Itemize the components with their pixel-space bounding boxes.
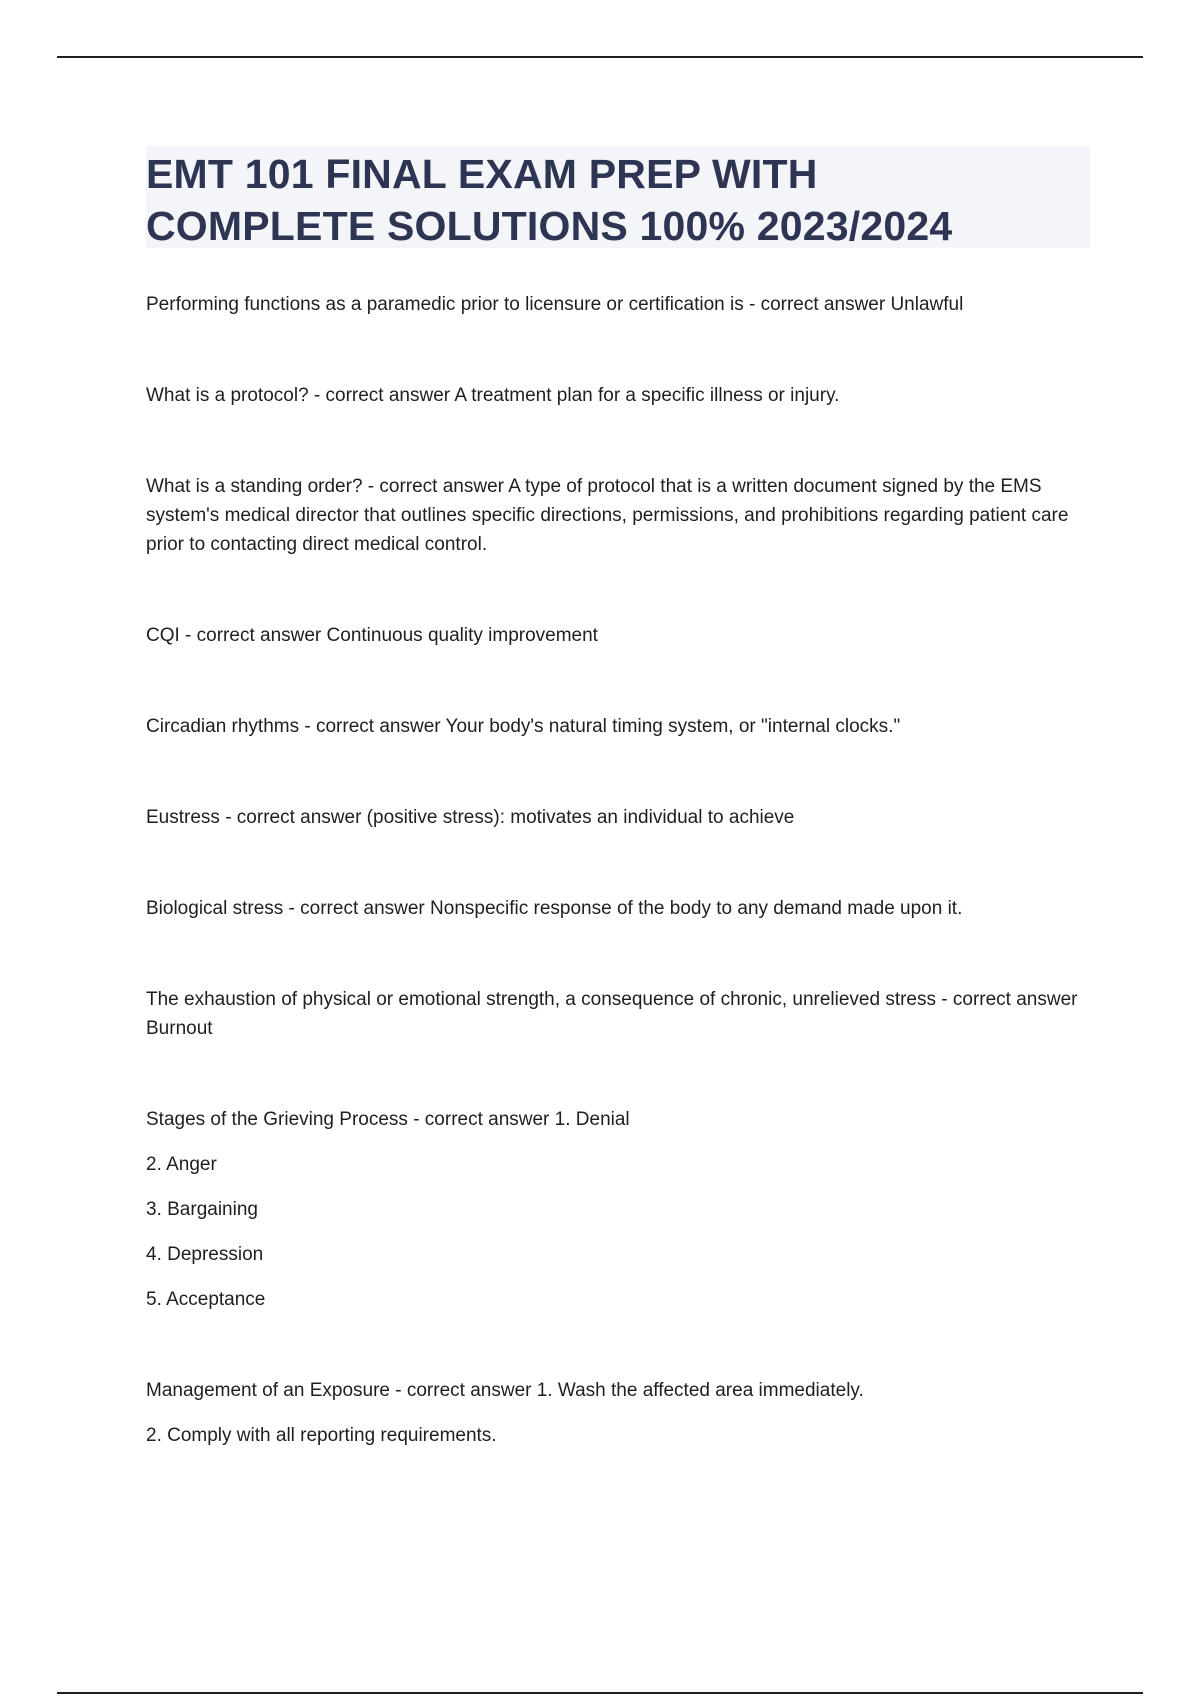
grieving-step: 5. Acceptance: [146, 1289, 266, 1310]
qa-item: Biological stress - correct answer Nonspecific response of the body to any demand made upon it.: [146, 898, 963, 919]
qa-item-grieving: [146, 1105, 1086, 1314]
qa-item: Circadian rhythms - correct answer Your body's natural timing system, or "internal clocks.": [146, 716, 901, 737]
grieving-step: 2. Anger: [146, 1154, 217, 1175]
qa-item: Eustress - correct answer (positive stress): motivates an individual to achieve: [146, 807, 795, 828]
document-title: [146, 148, 1090, 252]
qa-item: CQI - correct answer Continuous quality improvement: [146, 625, 598, 646]
grieving-step: 4. Depression: [146, 1244, 264, 1265]
qa-item: Performing functions as a paramedic prior to licensure or certification is - correct answer Unlawful: [146, 294, 964, 315]
exposure-question: Management of an Exposure - correct answer 1. Wash the affected area immediately.: [146, 1380, 864, 1401]
qa-item: The exhaustion of physical or emotional strength, a consequence of chronic, unrelieved stress - correct answer Burnout: [146, 989, 1078, 1039]
qa-item: What is a standing order? - correct answer A type of protocol that is a written document signed by the EMS system's medical director that outlines specific directions, permissions, and prohibitions regarding patient care prior to contacting direct medical control.: [146, 476, 1069, 555]
title-line-1: EMT 101 FINAL EXAM PREP WITH: [146, 151, 818, 197]
title-block: [146, 146, 1090, 248]
qa-item-exposure: [146, 1376, 1086, 1450]
qa-item: What is a protocol? - correct answer A treatment plan for a specific illness or injury.: [146, 385, 840, 406]
grieving-step: 3. Bargaining: [146, 1199, 258, 1220]
exposure-step: 2. Comply with all reporting requirements.: [146, 1425, 497, 1446]
top-rule: [57, 56, 1143, 58]
title-line-2: COMPLETE SOLUTIONS 100% 2023/2024: [146, 203, 953, 249]
bottom-rule: [57, 1692, 1143, 1694]
grieving-question: Stages of the Grieving Process - correct answer 1. Denial: [146, 1109, 630, 1130]
qa-content: [146, 290, 1086, 1512]
